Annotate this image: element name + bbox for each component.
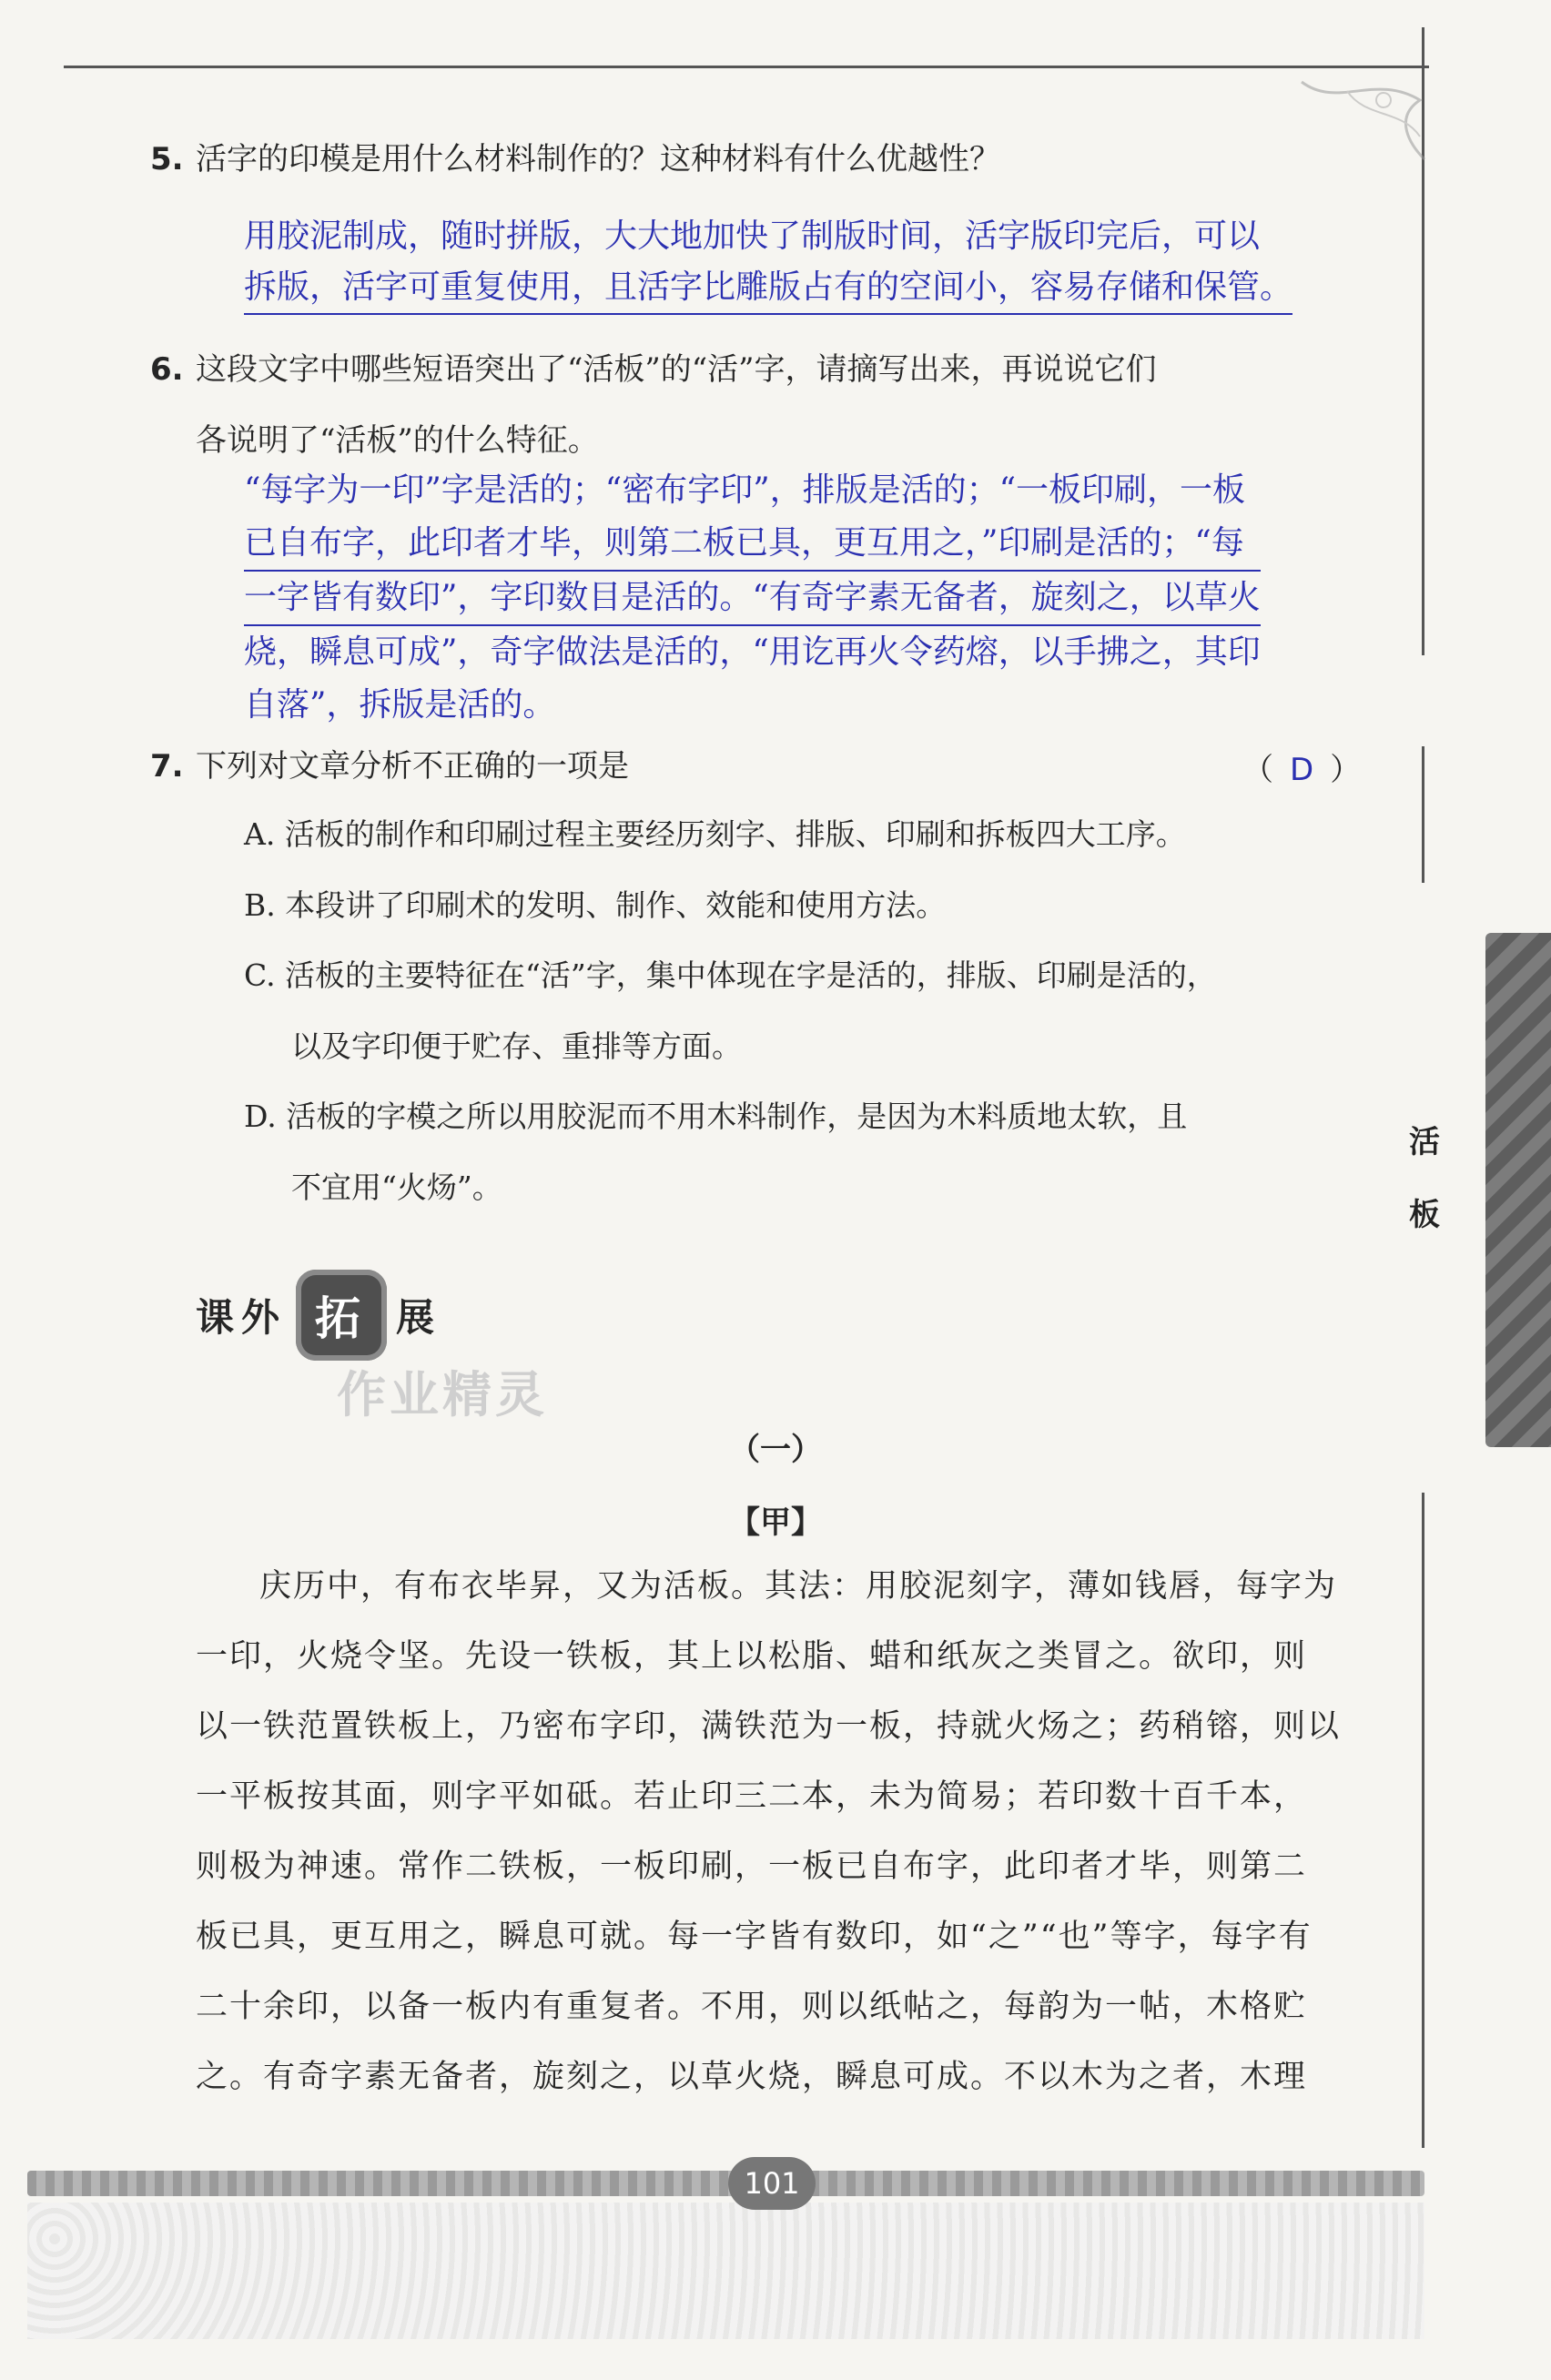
answer-line: 已自布字，此印者才毕，则第二板已具，更互用之，”印刷是活的；“每: [244, 517, 1261, 572]
subpart-heading: 【甲】: [729, 1504, 822, 1541]
right-rule-lower: [1422, 1493, 1424, 2148]
section-badge: 拓: [296, 1270, 387, 1361]
question-7: [150, 748, 629, 785]
passage-line: 庆历中，有布衣毕昇，又为活板。其法：用胶泥刻字，薄如钱唇，每字为: [259, 1568, 1338, 1605]
passage-line: 以一铁范置铁板上，乃密布字印，满铁范为一板，持就火炀之；药稍镕，则以: [196, 1708, 1342, 1745]
section-title-right: 展: [396, 1295, 442, 1340]
question-text: 下列对文章分析不正确的一项是: [196, 748, 629, 785]
footer-cloud-pattern: [27, 2203, 1424, 2339]
passage-line: 一平板按其面，则字平如砥。若止印三二本，未为简易；若印数十百千本，: [196, 1778, 1308, 1815]
answer-line: 自落”，拆版是活的。: [244, 686, 556, 724]
side-tab: [1485, 933, 1551, 1447]
option-a: A. 活板的制作和印刷过程主要经历刻字、排版、印刷和拆板四大工序。: [244, 816, 1186, 852]
option-c-cont: 以及字印便于贮存、重排等方面。: [291, 1028, 742, 1064]
answer-line: “每字为一印”字是活的；“密布字印”，排版是活的；“一板印刷，一板: [244, 471, 1246, 509]
question-number: 6.: [150, 351, 184, 388]
answer-line: 拆版，活字可重复使用，且活字比雕版占有的空间小，容易存储和保管。: [244, 262, 1292, 315]
question-5: [150, 141, 1000, 177]
passage-line: 一印，火烧令坚。先设一铁板，其上以松脂、蜡和纸灰之类冒之。欲印，则: [196, 1638, 1308, 1675]
classical-passage: [196, 1552, 1352, 2112]
answer-line: 烧，瞬息可成”，奇字做法是活的，“用讫再火令药熔，以手拂之，其印: [244, 633, 1261, 671]
answer-line: 用胶泥制成，随时拼版，大大地加快了制版时间，活字版印完后，可以: [244, 218, 1261, 255]
page-number: 101: [728, 2157, 816, 2210]
corner-ornament-icon: [1292, 73, 1429, 164]
answer-6: [244, 464, 1261, 732]
question-text-line: 这段文字中哪些短语突出了“活板”的“活”字，请摘写出来，再说说它们: [196, 351, 1157, 388]
bracket-close: ）: [1330, 752, 1362, 788]
part-heading: （一）: [729, 1432, 822, 1468]
side-title-char-2: 板: [1409, 1197, 1440, 1233]
option-c: C. 活板的主要特征在“活”字，集中体现在字是活的，排版、印刷是活的，: [244, 957, 1217, 993]
header-rule: [64, 66, 1429, 68]
option-d: D. 活板的字模之所以用胶泥而不用木料制作，是因为木料质地太软，且: [244, 1099, 1188, 1134]
watermark: 作业精灵: [337, 1366, 548, 1423]
question-number: 5.: [150, 141, 184, 177]
option-b: B. 本段讲了印刷术的发明、制作、效能和使用方法。: [244, 887, 947, 923]
answer-line: 一字皆有数印”，字印数目是活的。“有奇字素无备者，旋刻之，以草火: [244, 572, 1261, 626]
question-6: [150, 334, 1157, 476]
passage-line: 之。有奇字素无备者，旋刻之，以草火烧，瞬息可成。不以木为之者，木理: [196, 2059, 1308, 2095]
bracket-open: （: [1242, 752, 1273, 788]
section-title-left: 课外: [196, 1295, 288, 1340]
side-chapter-title: [1406, 1106, 1443, 1251]
question-number: 7.: [150, 748, 184, 785]
passage-line: 二十余印，以备一板内有重复者。不用，则以纸帖之，每韵为一帖，木格贮: [196, 1989, 1308, 2025]
passage-line: 板已具，更互用之，瞬息可就。每一字皆有数印，如“之”“也”等字，每字有: [196, 1919, 1313, 1955]
question-text-line: 各说明了“活板”的什么特征。: [196, 422, 599, 459]
answer-bracket: [1242, 744, 1361, 789]
answer-5: [244, 211, 1292, 315]
option-d-cont: 不宜用“火炀”。: [291, 1170, 502, 1205]
side-title-char-1: 活: [1409, 1124, 1440, 1160]
answer-7: D: [1290, 752, 1314, 788]
right-rule-middle: [1422, 746, 1424, 883]
footer-band: [27, 2171, 1424, 2196]
section-title: [196, 1270, 441, 1361]
passage-line: 则极为神速。常作二铁板，一板印刷，一板已自布字，此印者才毕，则第二: [196, 1848, 1308, 1885]
question-text: 活字的印模是用什么材料制作的？这种材料有什么优越性？: [196, 141, 1000, 177]
